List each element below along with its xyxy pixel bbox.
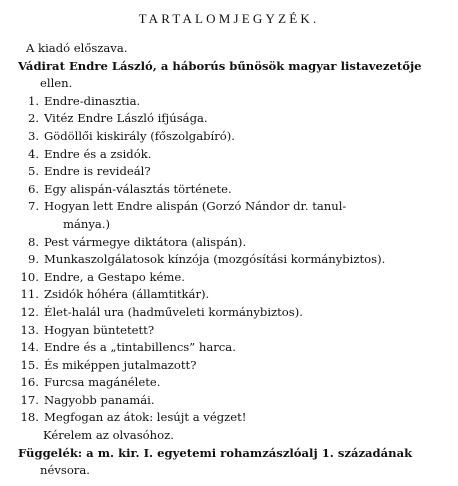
toc-item-title: Gödöllői kiskirály (főszolgabíró). <box>44 128 235 143</box>
toc-item-number: 17. <box>20 392 39 407</box>
toc-item-number: 7. <box>27 199 39 214</box>
toc-chapter-list <box>18 93 448 427</box>
toc-appendix <box>18 445 448 463</box>
toc-item <box>18 181 448 199</box>
table-of-contents <box>18 40 448 480</box>
page-title: TARTALOMJEGYZÉK. <box>138 11 320 26</box>
toc-item-number: 13. <box>20 322 39 337</box>
toc-preface <box>18 40 448 58</box>
toc-item-title: Megfogan az átok: lesújt a végzet! <box>44 410 247 425</box>
toc-item-number: 18. <box>20 410 39 425</box>
toc-item-title: Endre és a „tintabillencs” harca. <box>44 340 236 355</box>
toc-item-title: Endre-dinasztia. <box>44 93 141 108</box>
toc-item-title: Pest vármegye diktátora (alispán). <box>44 234 247 249</box>
toc-item-number: 11. <box>20 287 39 302</box>
toc-item <box>18 163 448 181</box>
toc-item <box>18 409 448 427</box>
toc-item <box>18 286 448 304</box>
toc-item-number: 5. <box>27 164 39 179</box>
toc-indictment-text: Vádirat Endre László, a háborús bűnösök magyar listavezetője <box>18 58 422 73</box>
toc-item-title: Zsidók hóhéra (államtitkár). <box>44 287 210 302</box>
toc-item <box>18 234 448 252</box>
toc-item <box>18 93 448 111</box>
toc-item-number: 8. <box>27 234 39 249</box>
toc-item-cont <box>18 216 448 234</box>
toc-appendix-cont <box>18 462 448 480</box>
toc-item-title: Egy alispán-választás története. <box>44 181 232 196</box>
toc-item-title: Vitéz Endre László ifjúsága. <box>44 111 208 126</box>
toc-item <box>18 128 448 146</box>
toc-item-number: 6. <box>27 181 39 196</box>
toc-item-title: Endre, a Gestapo kéme. <box>44 269 185 284</box>
toc-item-number: 14. <box>20 340 39 355</box>
toc-item <box>18 251 448 269</box>
toc-item-title: Nagyobb panamái. <box>44 392 155 407</box>
toc-item-title: Élet-halál ura (hadműveleti kormánybiztos). <box>44 304 303 319</box>
toc-indictment-text-cont: ellen. <box>40 76 73 91</box>
toc-item <box>18 322 448 340</box>
toc-item-number: 1. <box>27 93 39 108</box>
toc-item <box>18 357 448 375</box>
toc-plea-text: Kérelem az olvasóhoz. <box>43 428 174 443</box>
toc-item <box>18 269 448 287</box>
toc-item-number: 2. <box>27 111 39 126</box>
toc-item-number: 4. <box>27 146 39 161</box>
toc-item-number: 10. <box>20 269 39 284</box>
toc-item-title: Furcsa magánélete. <box>44 375 161 390</box>
toc-item <box>18 110 448 128</box>
toc-appendix-text-cont: névsora. <box>40 463 90 478</box>
toc-item-title: Endre és a zsidók. <box>44 146 152 161</box>
toc-item-number: 3. <box>27 128 39 143</box>
toc-item <box>18 339 448 357</box>
toc-item-number: 9. <box>27 252 39 267</box>
toc-item-number: 12. <box>20 304 39 319</box>
toc-appendix-text: Függelék: a m. kir. I. egyetemi rohamzászlóalj 1. századának <box>18 445 413 460</box>
toc-item-title: Endre is revideál? <box>44 164 151 179</box>
toc-item-title: Hogyan büntetett? <box>44 322 155 337</box>
toc-indictment <box>18 58 448 76</box>
toc-item-title: És miképpen jutalmazott? <box>44 357 197 372</box>
toc-item <box>18 198 448 216</box>
toc-item <box>18 392 448 410</box>
toc-indictment-cont <box>18 75 448 93</box>
toc-item-number: 16. <box>20 375 39 390</box>
toc-preface-text: A kiadó előszava. <box>26 41 128 55</box>
toc-item-title: Munkaszolgálatosok kínzója (mozgósítási kormánybiztos). <box>44 252 386 267</box>
toc-item-title-cont: mánya.) <box>63 216 111 231</box>
toc-item-number: 15. <box>20 357 39 372</box>
toc-item <box>18 374 448 392</box>
toc-item <box>18 146 448 164</box>
toc-item <box>18 304 448 322</box>
toc-item-title: Hogyan lett Endre alispán (Gorzó Nándor dr. tanul- <box>44 199 347 214</box>
toc-plea <box>18 427 448 445</box>
